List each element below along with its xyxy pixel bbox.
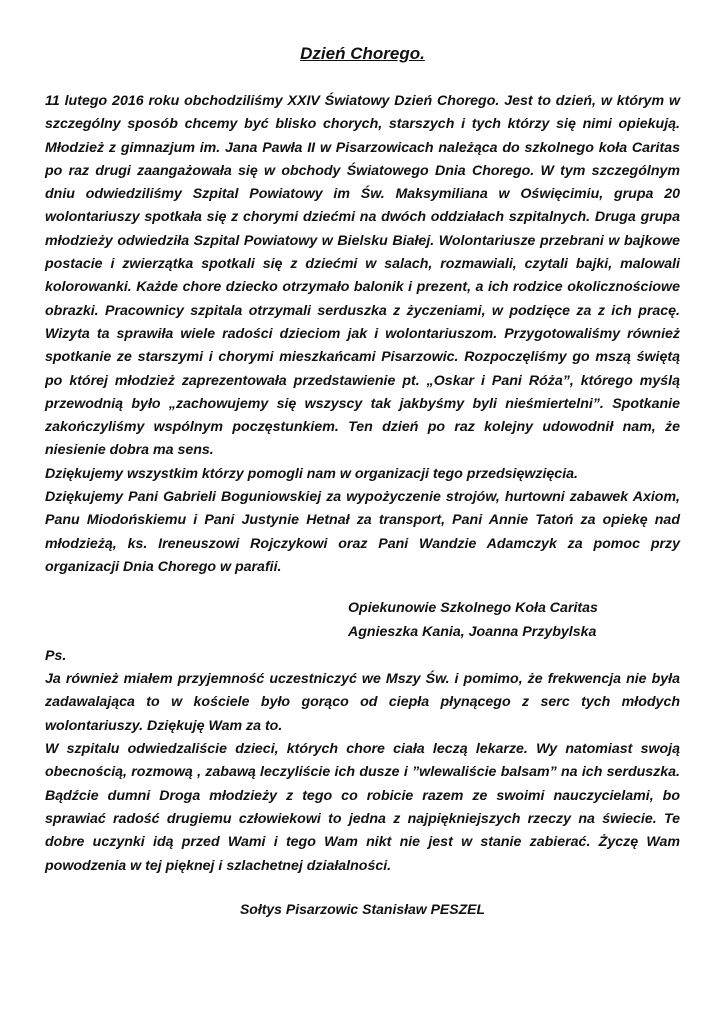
ps-label: Ps. <box>45 647 67 664</box>
ps-paragraph-1: Ja również miałem przyjemność uczestniczyć we Mszy Św. i pomimo, że frekwencja nie była zadawalająca to w kościele było gorąco od ciepła płynącego z serc tych młodych wolontariuszy. Dziękuję Wam za to. <box>45 671 680 734</box>
caritas-signature <box>348 597 680 644</box>
acknowledgements-paragraph: Dziękujemy Pani Gabrieli Boguniowskiej za wypożyczenie strojów, hurtowni zabawek Axiom, Panu Miodońskiemu i Pani Justynie Hetnał za transport, Pani Annie Tatoń za opiekę nad młodzieżą, ks. Ireneuszowi Rojczykowi oraz Pani Wandzie Adamczyk za pomoc przy organizacji Dnia Chorego w parafii. <box>45 489 680 575</box>
ps-paragraph-2: W szpitalu odwiedzaliście dzieci, których chore ciała leczą lekarze. Wy natomiast swoją obecnością, rozmową , zabawą leczyliście ich dusze i ”wlewaliście balsam” na ich serduszka. Bądźcie dumni Droga młodzieży z tego co robicie razem ze swoimi nauczycielami, bo sprawiać radość drugiemu człowiekowi to jedna z najpiękniejszych rzeczy na świecie. Te dobre uczynki idą przed Wami i tego Wam nikt nie jest w stanie zabierać. Życzę Wam powodzenia w tej pięknej i szlachetnej działalności. <box>45 741 680 874</box>
postscript <box>45 645 680 878</box>
signature-line-names: Agnieszka Kania, Joanna Przybylska <box>348 623 597 640</box>
thanks-paragraph: Dziękujemy wszystkim którzy pomogli nam w organizacji tego przedsięwzięcia. <box>45 465 578 482</box>
document-title: Dzień Chorego. <box>300 44 425 63</box>
document-body <box>45 90 680 579</box>
closing-signature: Sołtys Pisarzowic Stanisław PESZEL <box>239 900 486 917</box>
signature-line-organization: Opiekunowie Szkolnego Koła Caritas <box>348 600 598 617</box>
main-paragraph: 11 lutego 2016 roku obchodziliśmy XXIV Światowy Dzień Chorego. Jest to dzień, w którym w szczególny sposób chcemy być blisko chorych, starszych i tych którzy się nimi opiekują. Młodzież z gimnazjum im. Jana Pawła II w Pisarzowicach należąca do szkolnego koła Caritas po raz drugi zaangażowała się w obchody Światowego Dnia Chorego. W tym szczególnym dniu odwiedziliśmy Szpital Powiatowy im Św. Maksymiliana w Oświęcimiu, grupa 20 wolontariuszy spotkała się z chorymi dziećmi na dwóch oddziałach szpitalnych. Druga grupa młodzieży odwiedziła Szpital Powiatowy w Bielsku Białej. Wolontariusze przebrani w bajkowe postacie i zwierzątka spotkali się z dziećmi w salach, rozmawiali, czytali bajki, malowali kolorowanki. Każde chore dziecko otrzymało balonik i prezent, a ich rodzice okolicznościowe obrazki. Pracownicy szpitala otrzymali serduszka z życzeniami, w podzięce za z ich pracę. Wizyta ta sprawiła wiele radości dzieciom jak i wolontariuszom. Przygotowaliśmy również spotkanie ze starszymi i chorymi mieszkańcami Pisarzowic. Rozpoczęliśmy go mszą świętą po której młodzież zaprezentowała przedstawienie pt. „Oskar i Pani Róża”, którego myślą przewodnią było „zachowujemy się wszyscy tak jakbyśmy byli nieśmiertelni”. Spotkanie zakończyliśmy wspólnym poczęstunkiem. Ten dzień po raz kolejny udowodnił nam, że niesienie dobra ma sens. <box>45 93 680 459</box>
